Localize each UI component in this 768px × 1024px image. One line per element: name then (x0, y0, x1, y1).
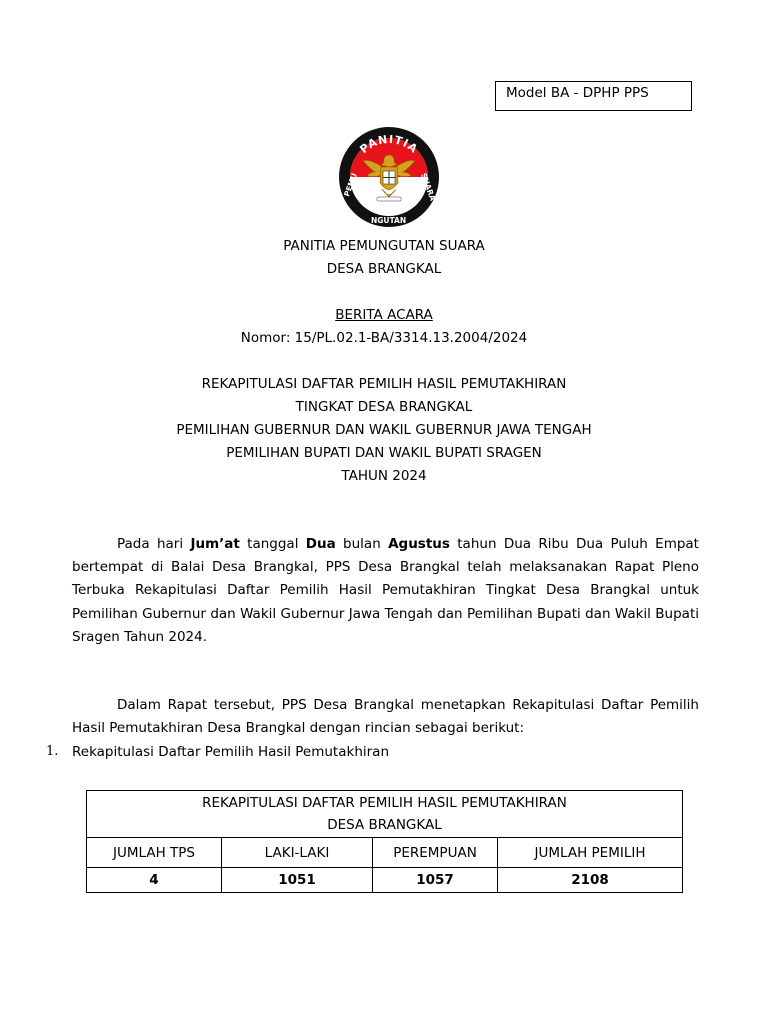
ppk-logo (337, 125, 441, 229)
list-item-text: Rekapitulasi Daftar Pemilih Hasil Pemutakhiran (72, 744, 389, 760)
table-header-cell: JUMLAH TPS (87, 838, 222, 868)
table-header-cell: JUMLAH PEMILIH (498, 838, 683, 868)
model-label: Model BA - DPHP PPS (506, 85, 649, 101)
table-row (87, 868, 683, 893)
subject-line-3: PEMILIHAN GUBERNUR DAN WAKIL GUBERNUR JAWA TENGAH (176, 422, 592, 438)
logo-top-text: PANITIA (357, 132, 421, 157)
table-title-line-1: REKAPITULASI DAFTAR PEMILIH HASIL PEMUTAKHIRAN (202, 795, 567, 811)
logo-bottom-text: NGUTAN (371, 216, 407, 225)
paragraph-1-date: Dua (305, 536, 336, 552)
paragraph-1-day: Jum’at (190, 536, 240, 552)
subject-line-2: TINGKAT DESA BRANGKAL (295, 399, 473, 415)
table-value-cell: 1051 (222, 868, 373, 893)
table-header-cell: LAKI-LAKI (222, 838, 373, 868)
document-number: Nomor: 15/PL.02.1-BA/3314.13.2004/2024 (240, 330, 528, 346)
paragraph-1-month: Agustus (388, 536, 450, 552)
table-value-cell: 1057 (373, 868, 498, 893)
paragraph-1-text-b: tanggal (239, 536, 306, 552)
model-label-box (495, 81, 692, 111)
ppk-logo-icon (337, 125, 441, 229)
table-title-row (87, 791, 683, 838)
logo-left-text: PEMU (342, 171, 359, 198)
header-line-1: PANITIA PEMUNGUTAN SUARA (283, 238, 485, 254)
table-title-cell (87, 791, 683, 838)
subject-line-5: TAHUN 2024 (341, 468, 427, 484)
table-title-line-2: DESA BRANGKAL (327, 817, 442, 833)
paragraph-1-text-a: Pada hari (117, 536, 191, 552)
table-header-row (87, 838, 683, 868)
list-item-number: 1. (46, 744, 59, 759)
paragraph-2: Dalam Rapat tersebut, PPS Desa Brangkal menetapkan Rekapitulasi Daftar Pemilih Hasil Pemutakhiran Desa Brangkal dengan rincian sebagai berikut: (72, 697, 699, 737)
subject-line-4: PEMILIHAN BUPATI DAN WAKIL BUPATI SRAGEN (226, 445, 542, 461)
logo-right-text: SUARA (419, 172, 438, 203)
recap-table (86, 790, 683, 893)
document-title-text: BERITA ACARA (335, 307, 433, 323)
table-value-cell: 4 (87, 868, 222, 893)
paragraph-1 (72, 533, 699, 649)
table-value-cell: 2108 (498, 868, 683, 893)
paragraph-1-text-c: bulan (335, 536, 389, 552)
header-line-2: DESA BRANGKAL (326, 261, 442, 277)
paragraph-1-text-d: tahun Dua Ribu Dua Puluh Empat bertempat di Balai Desa Brangkal, PPS Desa Brangkal telah melaksanakan Rapat Pleno Terbuka Rekapitulasi Daftar Pemilih Hasil Pemutakhiran Tingkat Desa Brangkal untuk Pemilihan Gubernur dan Wakil Gubernur Jawa Tengah dan Pemilihan Bupati dan Wakil Bupati Sragen Tahun 2024. (72, 536, 699, 645)
table-header-cell: PEREMPUAN (373, 838, 498, 868)
document-title (0, 306, 768, 324)
subject-line-1: REKAPITULASI DAFTAR PEMILIH HASIL PEMUTAKHIRAN (201, 376, 567, 392)
